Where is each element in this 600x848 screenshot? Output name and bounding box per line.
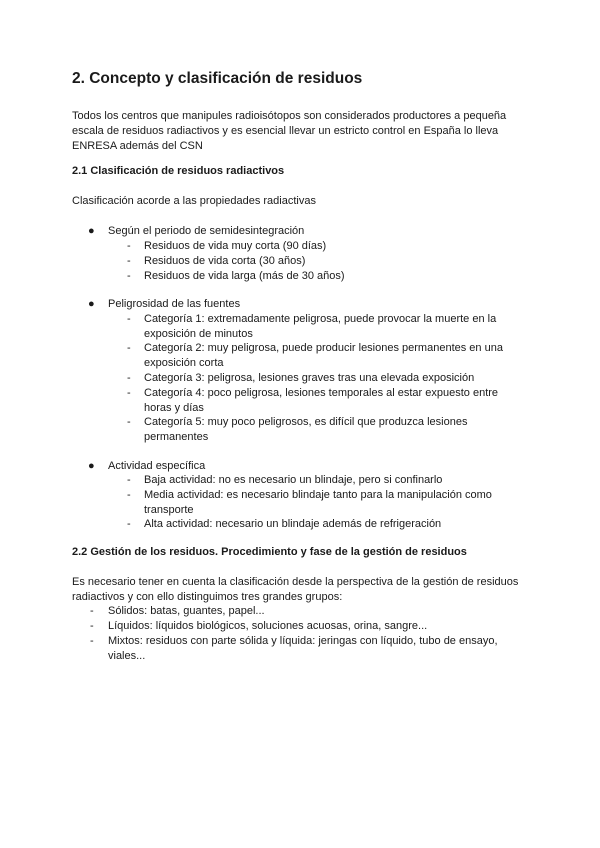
- dash-icon: -: [127, 416, 131, 428]
- sub-list-item: - Categoría 1: extremadamente peligrosa, puede provocar la muerte en la exposición de minutos: [127, 313, 497, 340]
- list-item: ● Según el periodo de semidesintegración: [88, 225, 305, 237]
- dash-icon: -: [127, 313, 131, 325]
- dash-icon: -: [127, 372, 131, 384]
- list-item: - Sólidos: batas, guantes, papel...: [90, 605, 265, 617]
- dash-icon: -: [127, 270, 131, 282]
- list-item: ● Peligrosidad de las fuentes: [88, 298, 241, 310]
- dash-icon: -: [127, 240, 131, 252]
- bullet-icon: ●: [88, 225, 95, 237]
- sub-list-item: - Residuos de vida muy corta (90 días): [127, 240, 327, 252]
- dash-icon: -: [127, 387, 131, 399]
- bullet-icon: ●: [88, 460, 95, 472]
- dash-icon: -: [90, 635, 94, 647]
- dash-icon: -: [127, 474, 131, 486]
- sub-list-item: - Residuos de vida corta (30 años): [127, 255, 306, 267]
- section-heading-2-2: 2.2 Gestión de los residuos. Procedimiento y fase de la gestión de residuos: [72, 546, 467, 558]
- section-1-lead: Clasificación acorde a las propiedades radiactivas: [72, 195, 316, 207]
- dash-icon: -: [90, 605, 94, 617]
- bullet-icon: ●: [88, 298, 95, 310]
- page-title: 2. Concepto y clasificación de residuos: [72, 70, 363, 87]
- dash-icon: -: [127, 255, 131, 267]
- sub-list-item: - Residuos de vida larga (más de 30 años): [127, 270, 345, 282]
- dash-icon: -: [127, 489, 131, 501]
- section-heading-2-1: 2.1 Clasificación de residuos radiactivos: [72, 165, 285, 177]
- intro-paragraph: Todos los centros que manipules radioisótopos son considerados productores a pequeña escala de residuos radiactivos y es esencial llevar un estricto control en España lo lleva ENRESA además del CSN: [72, 110, 507, 152]
- list-item: - Mixtos: residuos con parte sólida y líquida: jeringas con líquido, tubo de ensayo, viales...: [90, 635, 498, 662]
- sub-list-item: - Alta actividad: necesario un blindaje además de refrigeración: [127, 518, 442, 530]
- sub-list-item: - Categoría 2: muy peligrosa, puede producir lesiones permanentes en una exposición corta: [127, 342, 503, 369]
- section-2-lead: Es necesario tener en cuenta la clasificación desde la perspectiva de la gestión de residuos radiactivos y con ello distinguimos tres grandes grupos:: [72, 576, 519, 603]
- list-item: - Líquidos: líquidos biológicos, soluciones acuosas, orina, sangre...: [90, 620, 428, 632]
- dash-icon: -: [127, 518, 131, 530]
- sub-list-item: - Baja actividad: no es necesario un blindaje, pero si confinarlo: [127, 474, 443, 486]
- dash-icon: -: [90, 620, 94, 632]
- sub-list-item: - Categoría 3: peligrosa, lesiones graves tras una elevada exposición: [127, 372, 475, 384]
- sub-list-item: - Categoría 5: muy poco peligrosos, es difícil que produzca lesiones permanentes: [127, 416, 468, 443]
- sub-list-item: - Media actividad: es necesario blindaje tanto para la manipulación como transporte: [127, 489, 492, 516]
- dash-icon: -: [127, 342, 131, 354]
- list-item: ● Actividad específica: [88, 460, 206, 472]
- sub-list-item: - Categoría 4: poco peligrosa, lesiones temporales al estar expuesto entre horas y días: [127, 387, 499, 414]
